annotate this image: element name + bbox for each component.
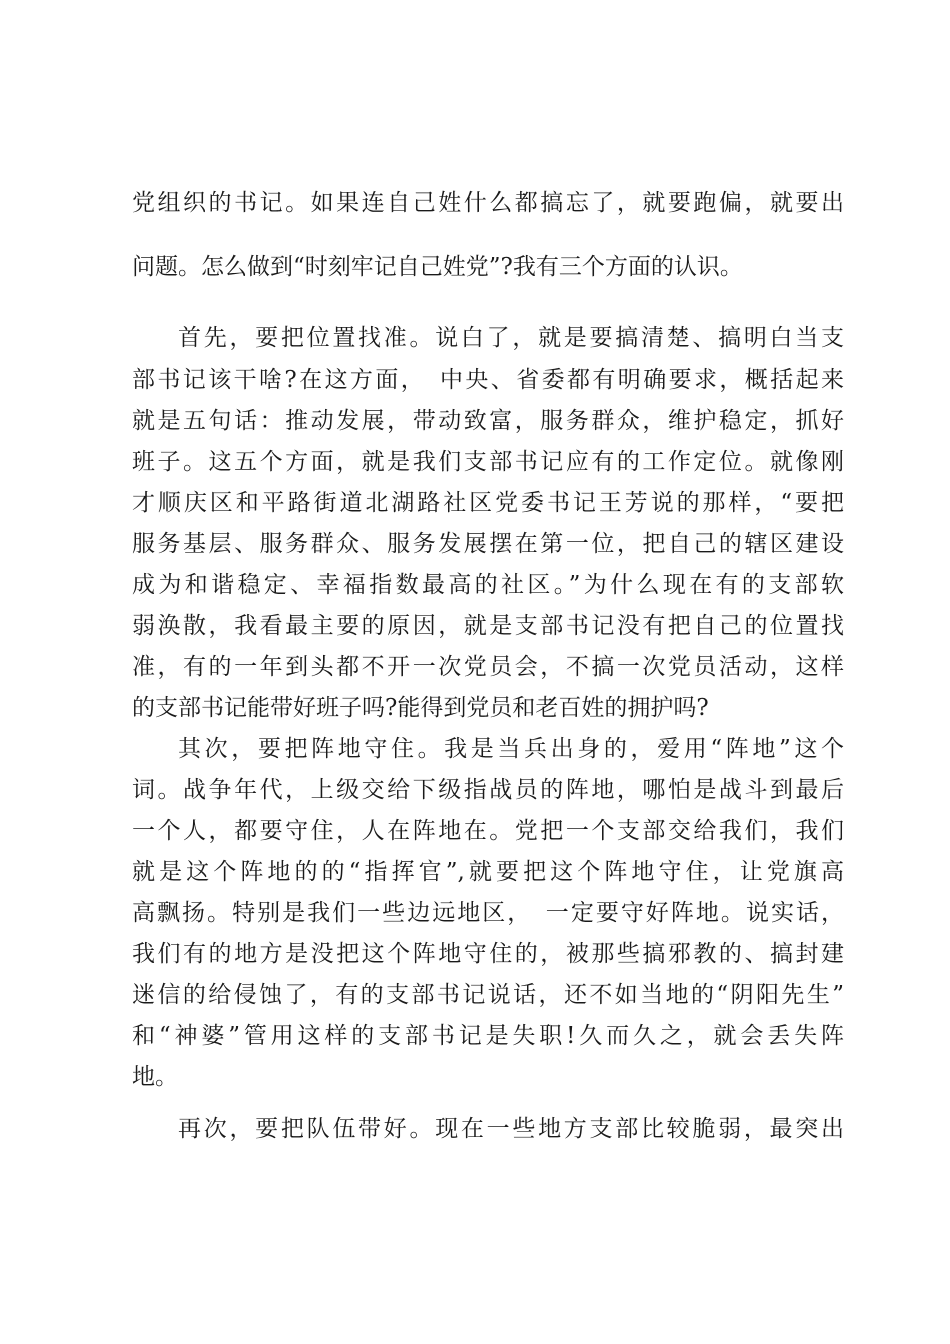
- text-line: 才顺庆区和平路街道北湖路社区党委书记王芳说的那样，“要把: [132, 490, 844, 516]
- paragraph-start-line: 再次，要把队伍带好。现在一些地方支部比较脆弱，最突出: [178, 1116, 844, 1142]
- text-line: 地。: [132, 1064, 178, 1090]
- text-line: 的支部书记能带好班子吗?能得到党员和老百姓的拥护吗?: [132, 695, 709, 721]
- text-line: 就是这个阵地的的“指挥官”,就要把这个阵地守住，让党旗高: [132, 859, 844, 885]
- text-line: 党组织的书记。如果连自己姓什么都搞忘了，就要跑偏，就要出: [132, 190, 844, 216]
- text-line: 准，有的一年到头都不开一次党员会，不搞一次党员活动，这样: [132, 654, 844, 680]
- paragraph-start-line: 首先，要把位置找准。说白了，就是要搞清楚、搞明白当支: [178, 325, 844, 351]
- text-line: 成为和谐稳定、幸福指数最高的社区。”为什么现在有的支部软: [132, 572, 844, 598]
- text-line: 一个人，都要守住，人在阵地在。党把一个支部交给我们，我们: [132, 818, 844, 844]
- text-line: 迷信的给侵蚀了，有的支部书记说话，还不如当地的“阴阳先生”: [132, 982, 844, 1008]
- text-line: 弱涣散，我看最主要的原因，就是支部书记没有把自己的位置找: [132, 613, 844, 639]
- text-line: 部书记该干啥?在这方面， 中央、省委都有明确要求，概括起来: [132, 367, 844, 393]
- text-line: 词。战争年代，上级交给下级指战员的阵地，哪怕是战斗到最后: [132, 777, 844, 803]
- text-line: 服务基层、服务群众、服务发展摆在第一位，把自己的辖区建设: [132, 531, 844, 557]
- text-line: 高飘扬。特别是我们一些边远地区， 一定要守好阵地。说实话，: [132, 900, 844, 926]
- text-line: 就是五句话：推动发展，带动致富，服务群众，维护稳定，抓好: [132, 408, 844, 434]
- text-line: 班子。这五个方面，就是我们支部书记应有的工作定位。就像刚: [132, 449, 844, 475]
- text-line: 问题。怎么做到“时刻牢记自己姓党”?我有三个方面的认识。: [132, 254, 743, 280]
- text-line: 和“神婆”管用这样的支部书记是失职!久而久之，就会丢失阵: [132, 1023, 844, 1049]
- paragraph-start-line: 其次，要把阵地守住。我是当兵出身的，爱用“阵地”这个: [178, 736, 844, 762]
- text-line: 我们有的地方是没把这个阵地守住的，被那些搞邪教的、搞封建: [132, 941, 844, 967]
